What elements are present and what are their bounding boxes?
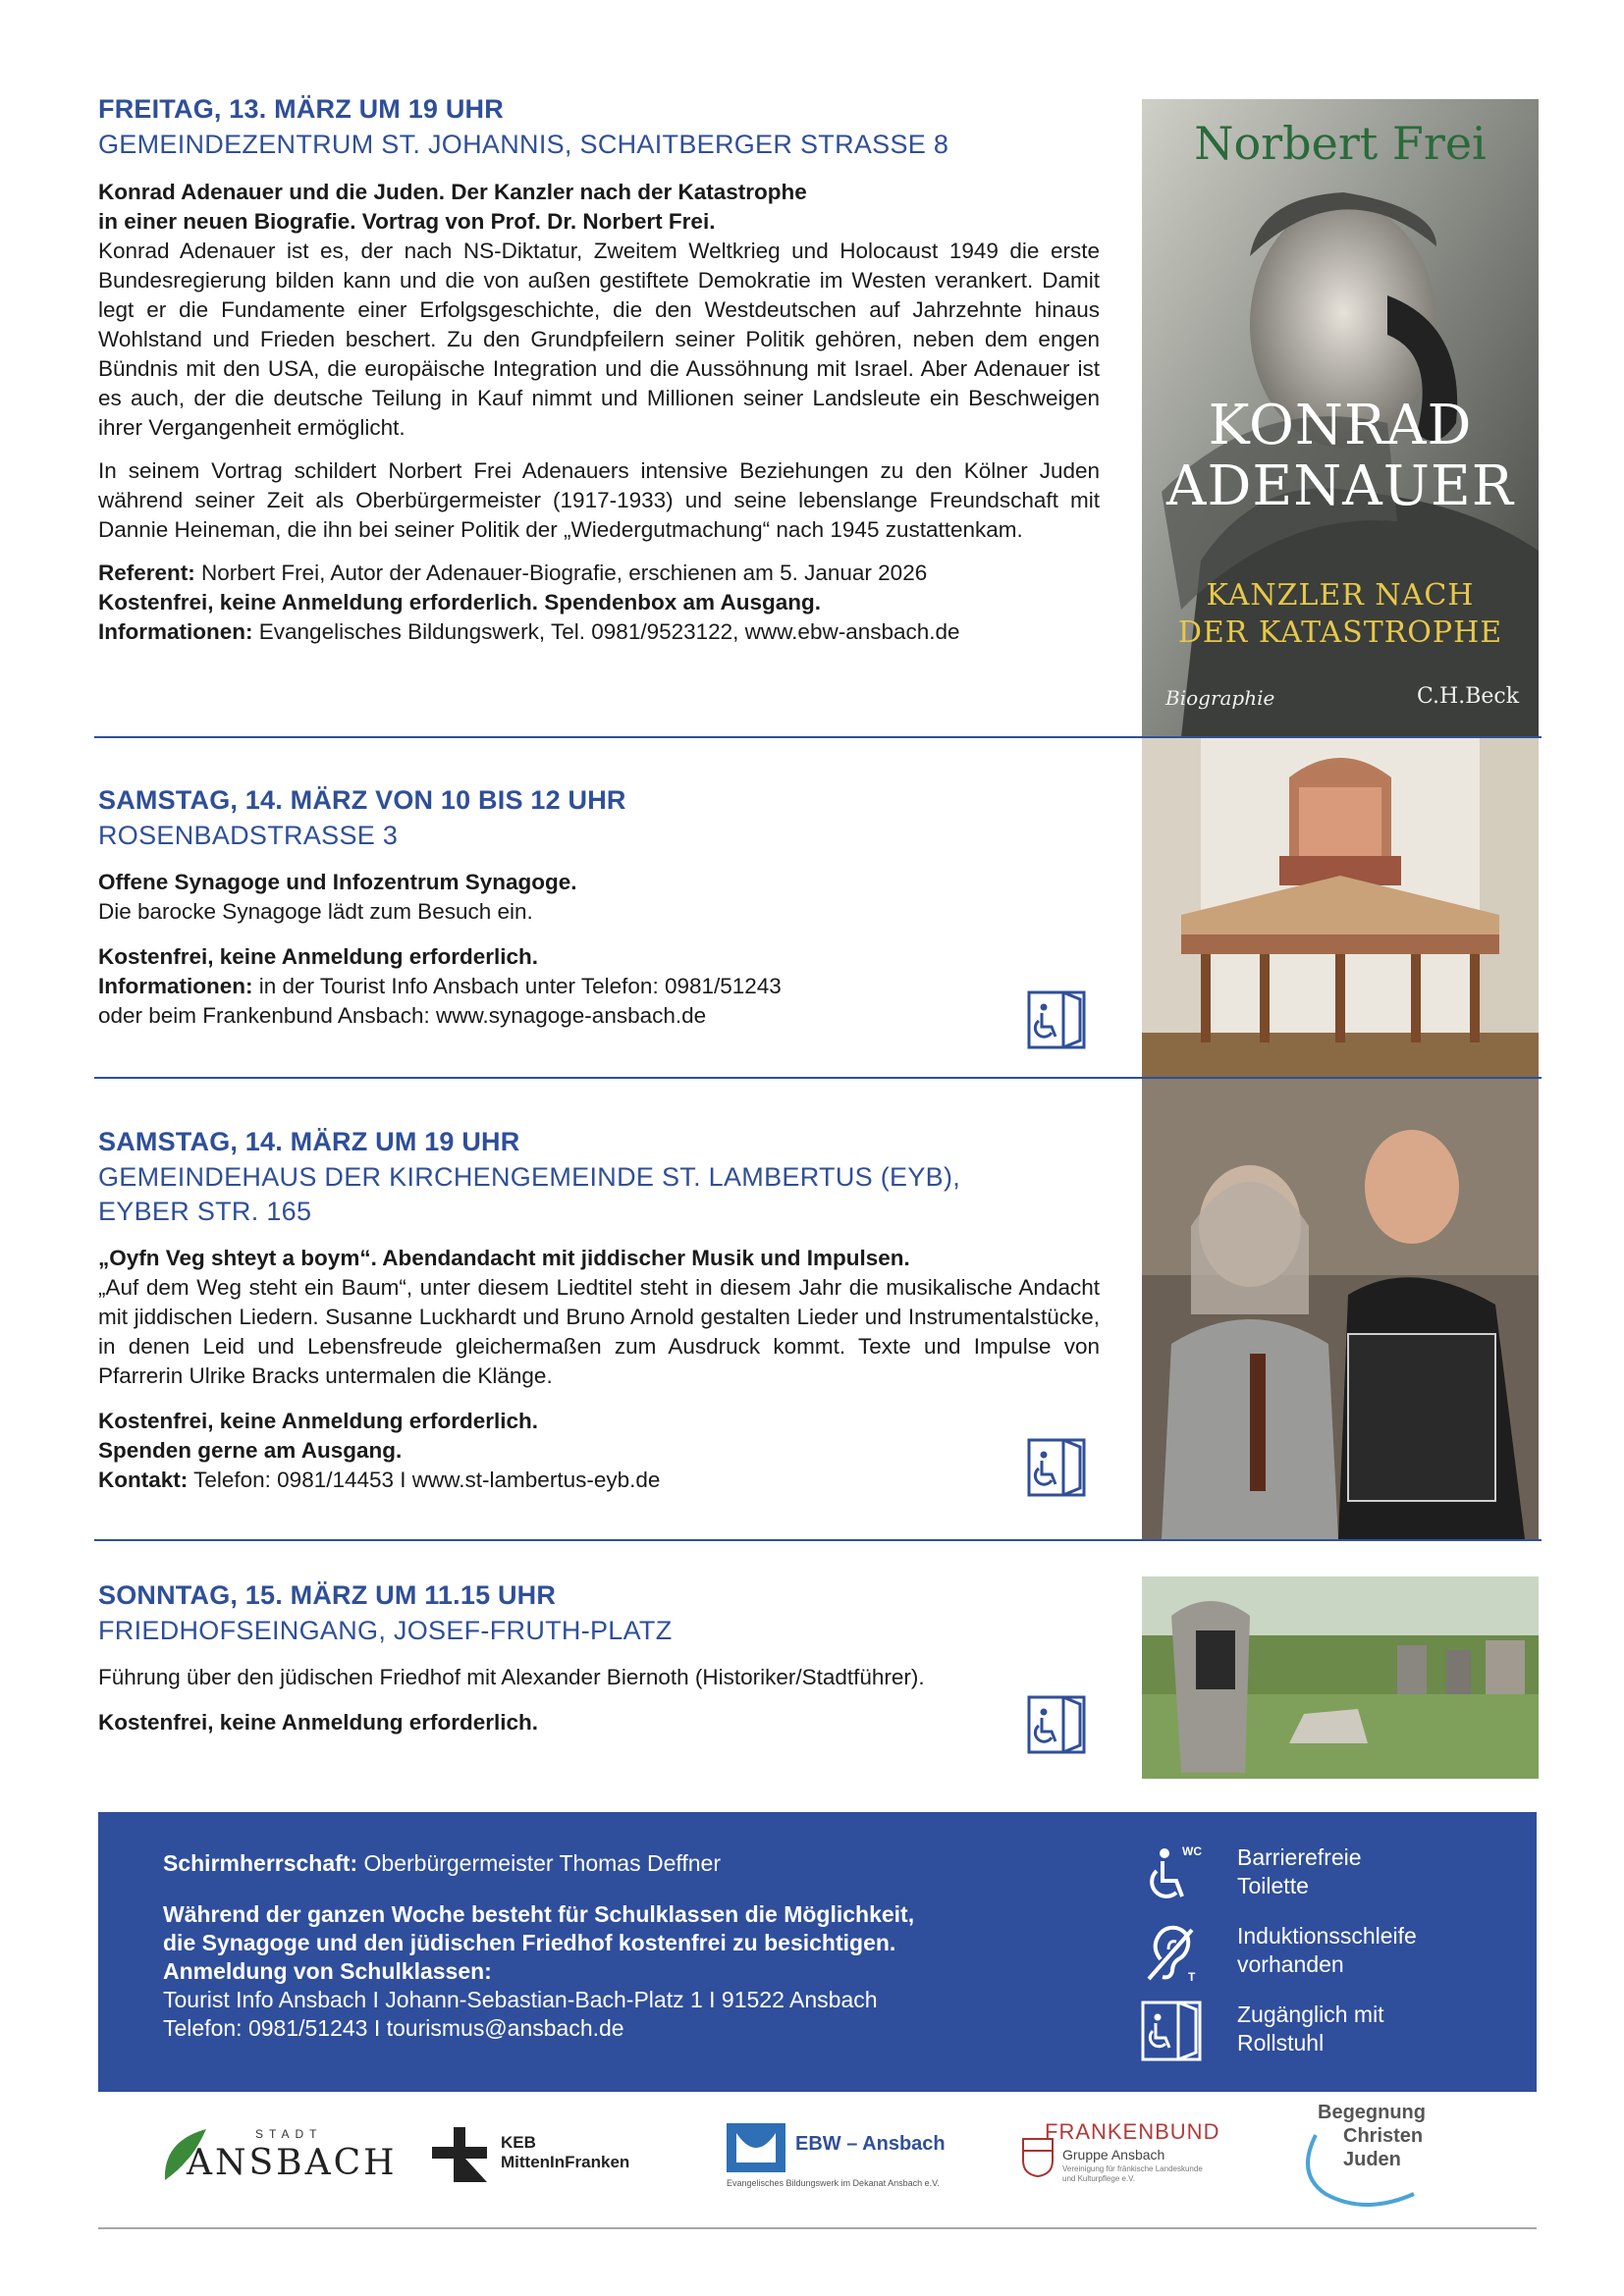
event3-location-line2: EYBER STR. 165 bbox=[98, 1197, 312, 1226]
info-panel bbox=[98, 1812, 1537, 2092]
keb-cross-icon bbox=[432, 2127, 487, 2182]
event3-paragraph: „Auf dem Weg steht ein Baum“, unter diesem Liedtitel steht in diesem Jahr die musikalische Andacht mit jiddischen Liedern. Susanne Luckhardt und Bruno Arnold gestalten Lieder und Instrumentalstücke, in denen Leid und Lebensfreude gleichermaßen zum Ausdruck kommt. Texte und Impulse von Pfarrerin Ulrike Bracks untermalen die Klänge. bbox=[98, 1275, 1100, 1388]
event2-content bbox=[98, 868, 1080, 1031]
accessible-toilet-icon bbox=[1139, 1842, 1208, 1906]
patron-label: Schirmherrschaft: bbox=[163, 1850, 358, 1876]
legend-accessible-toilet bbox=[1139, 1842, 1512, 1906]
ansbach-small: STADT bbox=[255, 2127, 323, 2141]
event1-paragraph1: Konrad Adenauer ist es, der nach NS-Diktatur, Zweitem Weltkrieg und Holocaust 1949 die erste Bundesregierung bilden kann und die von außen gestiftete Demokratie im Westen verankert. Damit legt er die Fundamente einer Erfolgsgeschichte, die den Westdeutschen auf Jahrzehnte hinaus Wohlstand und Frieden beschert. Zu den Grundpfeilern seiner Politik gehören, neben dem engen Bündnis mit den USA, die europäische Integration und die Aussöhnung mit Israel. Aber Adenauer ist es auch, der die deutsche Teilung in Kauf nimmt und Millionen seiner Landsleute ein Beschweigen ihrer Vergangenheit ermöglicht. bbox=[98, 239, 1100, 440]
frankenbund-sub3: und Kulturpflege e.V. bbox=[1062, 2174, 1135, 2183]
school-contact: Telefon: 0981/51243 I tourismus@ansbach.de bbox=[163, 2015, 624, 2041]
event3-date: SAMSTAG, 14. MÄRZ UM 19 UHR bbox=[98, 1127, 520, 1156]
musicians-image bbox=[1142, 1079, 1539, 1539]
event1-content bbox=[98, 178, 1100, 647]
legend-line1: Barrierefreie bbox=[1237, 1844, 1362, 1870]
event1-title-line2: in einer neuen Biografie. Vortrag von Prof. Dr. Norbert Frei. bbox=[98, 209, 716, 234]
wheelchair-door-icon bbox=[1139, 1999, 1208, 2063]
divider-3 bbox=[94, 1539, 1542, 1541]
event2-cost: Kostenfrei, keine Anmeldung erforderlich. bbox=[98, 944, 539, 969]
legend-line1: Induktionsschleife bbox=[1237, 1923, 1417, 1949]
logo-begegnung bbox=[1296, 2102, 1492, 2219]
frankenbund-sub: Gruppe Ansbach bbox=[1062, 2147, 1165, 2163]
cemetery-illustration bbox=[1142, 1576, 1539, 1779]
legend-text bbox=[1237, 2001, 1384, 2057]
event3-donation: Spenden gerne am Ausgang. bbox=[98, 1438, 403, 1463]
begegnung-line1: Begegnung bbox=[1318, 2102, 1426, 2123]
event1-title-line1: Konrad Adenauer und die Juden. Der Kanzler nach der Katastrophe bbox=[98, 180, 807, 204]
bottom-rule bbox=[98, 2227, 1537, 2229]
book-author: Norbert Frei bbox=[1194, 117, 1487, 170]
patron-text: Oberbürgermeister Thomas Deffner bbox=[363, 1850, 721, 1876]
event3-location-line1: GEMEINDEHAUS DER KIRCHENGEMEINDE ST. LAMBERTUS (EYB), bbox=[98, 1162, 961, 1192]
legend-text bbox=[1237, 1843, 1362, 1900]
event1-referent-label: Referent: bbox=[98, 561, 195, 585]
synagogue-illustration bbox=[1142, 738, 1539, 1077]
event2-location: ROSENBADSTRASSE 3 bbox=[98, 821, 399, 850]
legend-text bbox=[1237, 1922, 1417, 1979]
induction-loop-icon bbox=[1139, 1920, 1208, 1985]
event4-date: SONNTAG, 15. MÄRZ UM 11.15 UHR bbox=[98, 1580, 557, 1610]
school-line1: Während der ganzen Woche besteht für Schulklassen die Möglichkeit, bbox=[163, 1901, 915, 1927]
event1-info bbox=[98, 617, 1100, 647]
event2-info-label: Informationen: bbox=[98, 974, 253, 998]
event1-referent bbox=[98, 559, 1100, 588]
book-genre: Biographie bbox=[1165, 686, 1275, 710]
legend-badge: T bbox=[1188, 1970, 1196, 1984]
school-line2: die Synagoge und den jüdischen Friedhof kostenfrei zu besichtigen. bbox=[163, 1930, 896, 1955]
book-subtitle-line1: KANZLER NACH bbox=[1206, 578, 1475, 613]
event1-cost: Kostenfrei, keine Anmeldung erforderlich. Spendenbox am Ausgang. bbox=[98, 590, 821, 614]
ebw-sub: Evangelisches Bildungswerk im Dekanat Ansbach e.V. bbox=[727, 2178, 940, 2188]
event1-location: GEMEINDEZENTRUM ST. JOHANNIS, SCHAITBERGER STRASSE 8 bbox=[98, 130, 949, 159]
synagogue-image bbox=[1142, 738, 1539, 1077]
event2-info bbox=[98, 972, 1080, 1001]
event2-info-text2: oder beim Frankenbund Ansbach: www.synagoge-ansbach.de bbox=[98, 1003, 707, 1028]
event3-cost: Kostenfrei, keine Anmeldung erforderlich. bbox=[98, 1409, 539, 1433]
event2-title: Offene Synagoge und Infozentrum Synagoge. bbox=[98, 870, 577, 894]
event3-content bbox=[98, 1244, 1100, 1495]
school-line3: Anmeldung von Schulklassen: bbox=[163, 1958, 492, 1984]
info-panel-text bbox=[163, 1849, 1047, 2043]
book-title-line2: ADENAUER bbox=[1166, 454, 1514, 518]
sponsor-logos bbox=[98, 2092, 1537, 2229]
book-publisher: C.H.Beck bbox=[1417, 684, 1520, 709]
event4-cost: Kostenfrei, keine Anmeldung erforderlich. bbox=[98, 1710, 539, 1735]
patron bbox=[163, 1849, 1047, 1878]
event1-paragraph2: In seinem Vortrag schildert Norbert Frei Adenauers intensive Beziehungen zu den Kölner Juden während seiner Zeit als Oberbürgermeister (1917-1933) und seine lebenslange Freundschaft mit Dannie Heineman, die ihn bei seiner Politik der „Wiedergutmachung“ nach 1945 zustattenkam. bbox=[98, 458, 1100, 542]
book-subtitle-line2: DER KATASTROPHE bbox=[1177, 615, 1503, 650]
ebw-mark-icon bbox=[727, 2123, 785, 2172]
legend-line2: vorhanden bbox=[1237, 1951, 1344, 1977]
book-cover-image bbox=[1142, 99, 1539, 737]
event3-contact-label: Kontakt: bbox=[98, 1468, 189, 1492]
logo-keb bbox=[432, 2127, 668, 2196]
keb-line2: MittenInFranken bbox=[501, 2153, 630, 2171]
event2-text: Die barocke Synagoge lädt zum Besuch ein. bbox=[98, 899, 533, 924]
musicians-illustration bbox=[1142, 1079, 1539, 1539]
wheelchair-door-icon bbox=[1026, 989, 1087, 1050]
book-title-line1: KONRAD bbox=[1208, 394, 1473, 457]
event2-info-text: in der Tourist Info Ansbach unter Telefon: 0981/51243 bbox=[258, 974, 782, 998]
logo-ebw bbox=[727, 2123, 962, 2202]
event3-title: „Oyfn Veg shteyt a boym“. Abendandacht mit jiddischer Musik und Impulsen. bbox=[98, 1246, 910, 1270]
legend-induction-loop bbox=[1139, 1920, 1512, 1985]
event3-contact-text: Telefon: 0981/14453 I www.st-lambertus-eyb.de bbox=[193, 1468, 661, 1492]
event4-content bbox=[98, 1663, 1080, 1737]
event1-date: FREITAG, 13. MÄRZ UM 19 UHR bbox=[98, 94, 504, 124]
event1-info-text: Evangelisches Bildungswerk, Tel. 0981/9523122, www.ebw-ansbach.de bbox=[258, 619, 960, 644]
legend-line2: Rollstuhl bbox=[1237, 2030, 1325, 2056]
ansbach-name: ANSBACH bbox=[187, 2143, 398, 2183]
begegnung-line3: Juden bbox=[1343, 2149, 1401, 2170]
cemetery-image bbox=[1142, 1576, 1539, 1779]
event1-referent-text: Norbert Frei, Autor der Adenauer-Biografie, erschienen am 5. Januar 2026 bbox=[201, 561, 928, 585]
event4-location: FRIEDHOFSEINGANG, JOSEF-FRUTH-PLATZ bbox=[98, 1616, 673, 1645]
frankenbund-sub2: Vereinigung für fränkische Landeskunde bbox=[1062, 2164, 1203, 2173]
ebw-name: EBW – Ansbach bbox=[795, 2133, 946, 2155]
school-address: Tourist Info Ansbach I Johann-Sebastian-Bach-Platz 1 I 91522 Ansbach bbox=[163, 1987, 878, 2012]
event3-contact bbox=[98, 1466, 1100, 1495]
legend-line1: Zugänglich mit bbox=[1237, 2002, 1384, 2027]
event2-date: SAMSTAG, 14. MÄRZ VON 10 BIS 12 UHR bbox=[98, 785, 626, 815]
begegnung-line2: Christen bbox=[1343, 2125, 1424, 2147]
legend-badge: WC bbox=[1182, 1844, 1202, 1858]
logo-stadt-ansbach bbox=[157, 2121, 398, 2200]
logo-frankenbund bbox=[1021, 2119, 1237, 2208]
legend-line2: Toilette bbox=[1237, 1873, 1309, 1898]
legend-wheelchair bbox=[1139, 1999, 1512, 2063]
wheelchair-door-icon bbox=[1026, 1437, 1087, 1498]
keb-line1: KEB bbox=[501, 2133, 536, 2152]
event4-text: Führung über den jüdischen Friedhof mit Alexander Biernoth (Historiker/Stadtführer). bbox=[98, 1665, 925, 1689]
wheelchair-door-icon bbox=[1026, 1694, 1087, 1755]
event1-info-label: Informationen: bbox=[98, 619, 253, 644]
frankenbund-name: FRANKENBUND bbox=[1045, 2119, 1220, 2144]
